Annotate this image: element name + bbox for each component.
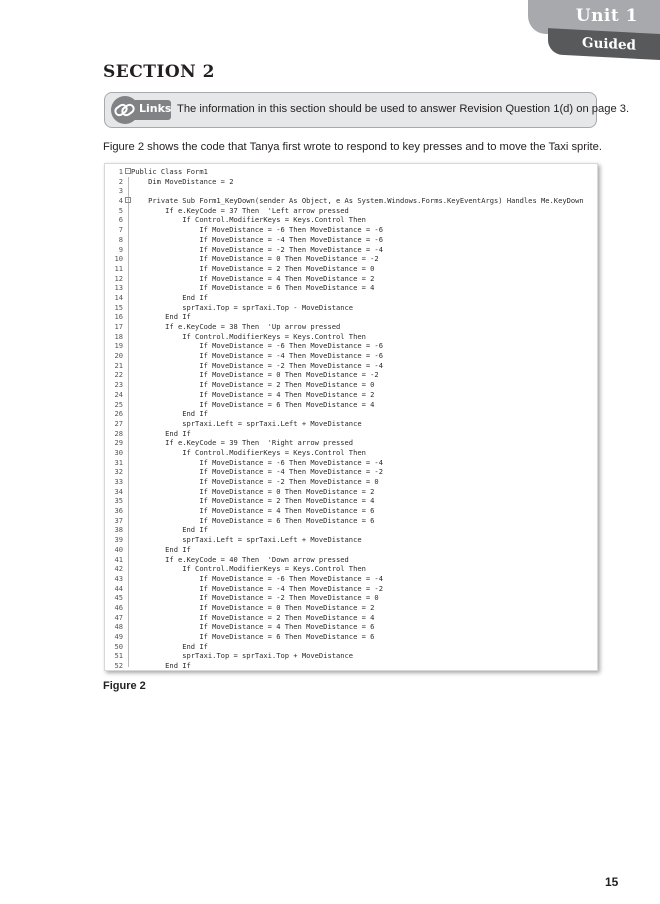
figure-label: Figure 2 xyxy=(103,680,146,692)
line-number: 42 xyxy=(114,564,123,574)
links-label: Links xyxy=(139,102,172,115)
code-text: If MoveDistance = 4 Then MoveDistance = 6 xyxy=(131,506,375,516)
code-text: sprTaxi.Top = sprTaxi.Top + MoveDistance xyxy=(131,651,354,661)
code-line xyxy=(105,516,597,526)
code-text: If MoveDistance = 0 Then MoveDistance = -2 xyxy=(131,254,379,264)
code-line xyxy=(105,535,597,545)
code-line xyxy=(105,177,597,187)
line-number: 3 xyxy=(118,186,123,196)
code-line xyxy=(105,206,597,216)
line-number: 11 xyxy=(114,263,123,273)
line-number: 49 xyxy=(114,632,123,641)
line-number: 34 xyxy=(114,486,123,496)
line-number: 17 xyxy=(114,322,123,331)
code-text: End If xyxy=(131,409,208,419)
line-number: 47 xyxy=(114,612,123,622)
code-text: If MoveDistance = -4 Then MoveDistance = -2 xyxy=(131,583,383,593)
code-text: If e.KeyCode = 40 Then 'Down arrow pressed xyxy=(131,554,349,564)
code-line xyxy=(105,303,597,313)
code-text: If e.KeyCode = 39 Then 'Right arrow pressed xyxy=(131,438,354,448)
code-listing xyxy=(104,163,598,671)
collapse-icon[interactable]: - xyxy=(126,197,130,204)
code-line xyxy=(105,438,597,448)
line-number: 5 xyxy=(118,205,123,215)
code-line xyxy=(105,215,597,225)
line-number: 12 xyxy=(114,273,123,283)
code-text: If MoveDistance = 4 Then MoveDistance = 2 xyxy=(131,273,375,283)
line-number: 32 xyxy=(114,467,123,477)
code-line xyxy=(105,525,597,535)
code-text: If Control.ModifierKeys = Keys.Control Then xyxy=(131,447,366,457)
code-text: If MoveDistance = 0 Then MoveDistance = 2 xyxy=(131,486,375,496)
code-lines xyxy=(105,167,597,671)
code-line xyxy=(105,254,597,264)
line-number: 20 xyxy=(114,351,123,361)
line-number: 26 xyxy=(114,409,123,419)
code-text: If MoveDistance = 4 Then MoveDistance = 2 xyxy=(131,389,375,399)
code-line xyxy=(105,574,597,584)
line-number: 9 xyxy=(118,244,123,254)
line-number: 51 xyxy=(114,651,123,661)
code-line xyxy=(105,593,597,603)
code-line xyxy=(105,642,597,652)
line-number: 25 xyxy=(114,399,123,409)
code-text: Dim MoveDistance = 2 xyxy=(131,176,234,186)
code-text: If e.KeyCode = 38 Then 'Up arrow pressed xyxy=(131,322,341,331)
code-text: If MoveDistance = 4 Then MoveDistance = 6 xyxy=(131,622,375,632)
code-line xyxy=(105,409,597,419)
line-number: 33 xyxy=(114,477,123,486)
code-text: Private Sub Form1_KeyDown(sender As Object, e As System.Windows.Forms.KeyEventArgs) Handles Me.KeyDown xyxy=(131,196,584,206)
code-text: If MoveDistance = -4 Then MoveDistance = -6 xyxy=(131,351,383,361)
line-number: 14 xyxy=(114,292,123,302)
code-text: If MoveDistance = -4 Then MoveDistance = -6 xyxy=(131,234,383,244)
code-line xyxy=(105,351,597,361)
code-text: If MoveDistance = 2 Then MoveDistance = 0 xyxy=(131,263,375,273)
code-text: If Control.ModifierKeys = Keys.Control Then xyxy=(131,331,366,341)
code-text: If MoveDistance = -2 Then MoveDistance = -4 xyxy=(131,244,383,254)
line-number: 28 xyxy=(114,428,123,438)
guided-tab xyxy=(548,28,660,60)
line-number: 24 xyxy=(114,389,123,399)
line-number: 7 xyxy=(118,225,123,235)
code-text: sprTaxi.Left = sprTaxi.Left + MoveDistance xyxy=(131,418,362,428)
code-line xyxy=(105,661,597,671)
line-number: 15 xyxy=(114,302,123,312)
line-number: 2 xyxy=(118,176,123,186)
code-line xyxy=(105,332,597,342)
code-line xyxy=(105,225,597,235)
page-number: 15 xyxy=(605,875,619,889)
line-number: 36 xyxy=(114,506,123,516)
line-number: 16 xyxy=(114,312,123,322)
section-title: SECTION 2 xyxy=(103,62,215,82)
code-text: If MoveDistance = -4 Then MoveDistance = -2 xyxy=(131,467,383,477)
line-number: 44 xyxy=(114,583,123,593)
code-text: End If xyxy=(131,544,191,554)
line-number: 4 xyxy=(118,196,123,206)
code-text: If MoveDistance = 6 Then MoveDistance = 6 xyxy=(131,515,375,525)
code-line xyxy=(105,622,597,632)
guided-label: Guided xyxy=(582,34,636,54)
code-line xyxy=(105,419,597,429)
code-line xyxy=(105,283,597,293)
code-line xyxy=(105,293,597,303)
code-text: If Control.ModifierKeys = Keys.Control Then xyxy=(131,215,366,225)
line-number: 40 xyxy=(114,544,123,554)
code-line xyxy=(105,196,597,206)
code-line xyxy=(105,245,597,255)
code-text: End If xyxy=(131,661,191,671)
code-line xyxy=(105,506,597,516)
line-number: 48 xyxy=(114,622,123,632)
code-line xyxy=(105,167,597,177)
figure-caption: Figure 2 shows the code that Tanya first wrote to respond to key presses and to move the Taxi sprite. xyxy=(103,141,602,153)
code-text: End If xyxy=(131,428,191,438)
code-line xyxy=(105,545,597,555)
code-text: If MoveDistance = -2 Then MoveDistance = 0 xyxy=(131,593,379,603)
chain-link-icon xyxy=(110,95,140,125)
line-number: 13 xyxy=(114,283,123,293)
line-number: 45 xyxy=(114,593,123,603)
code-line xyxy=(105,496,597,506)
code-text: sprTaxi.Top = sprTaxi.Top - MoveDistance xyxy=(131,302,354,312)
code-text: If MoveDistance = 2 Then MoveDistance = 4 xyxy=(131,496,375,506)
code-text: End If xyxy=(131,312,191,322)
code-line xyxy=(105,341,597,351)
code-text: If e.KeyCode = 37 Then 'Left arrow pressed xyxy=(131,205,349,215)
code-line xyxy=(105,235,597,245)
line-number: 35 xyxy=(114,496,123,506)
code-line xyxy=(105,448,597,458)
line-number: 23 xyxy=(114,380,123,390)
code-text: If MoveDistance = 6 Then MoveDistance = 6 xyxy=(131,632,375,641)
code-line xyxy=(105,312,597,322)
code-line xyxy=(105,584,597,594)
code-text: sprTaxi.Left = sprTaxi.Left + MoveDistance xyxy=(131,535,362,545)
line-number: 52 xyxy=(114,661,123,671)
line-number: 1 xyxy=(118,167,123,176)
code-line xyxy=(105,361,597,371)
code-line xyxy=(105,651,597,661)
code-line xyxy=(105,467,597,477)
code-text: Public Class Form1 xyxy=(131,167,208,176)
code-line xyxy=(105,603,597,613)
line-number: 39 xyxy=(114,535,123,545)
code-text: End If xyxy=(131,292,208,302)
code-line xyxy=(105,380,597,390)
code-line xyxy=(105,186,597,196)
code-text: If MoveDistance = 6 Then MoveDistance = 4 xyxy=(131,399,375,409)
links-badge xyxy=(113,100,171,120)
line-number: 38 xyxy=(114,525,123,535)
code-line xyxy=(105,400,597,410)
code-line xyxy=(105,264,597,274)
code-text: If MoveDistance = 2 Then MoveDistance = 0 xyxy=(131,380,375,390)
code-line xyxy=(105,487,597,497)
line-number: 21 xyxy=(114,360,123,370)
code-text: If MoveDistance = 6 Then MoveDistance = 4 xyxy=(131,283,375,293)
line-number: 50 xyxy=(114,641,123,651)
line-number: 6 xyxy=(118,215,123,225)
line-number: 8 xyxy=(118,234,123,244)
code-line xyxy=(105,458,597,468)
line-number: 29 xyxy=(114,438,123,448)
line-number: 31 xyxy=(114,457,123,467)
code-text: If MoveDistance = -6 Then MoveDistance = -4 xyxy=(131,457,383,467)
code-line xyxy=(105,274,597,284)
code-text: If MoveDistance = 0 Then MoveDistance = -2 xyxy=(131,370,379,380)
code-text: If MoveDistance = 0 Then MoveDistance = 2 xyxy=(131,602,375,612)
code-line xyxy=(105,429,597,439)
line-number: 43 xyxy=(114,573,123,583)
unit-label: Unit 1 xyxy=(575,6,638,26)
line-number: 22 xyxy=(114,370,123,380)
code-line xyxy=(105,370,597,380)
line-number: 19 xyxy=(114,341,123,351)
line-number: 27 xyxy=(114,418,123,428)
code-text: If MoveDistance = -6 Then MoveDistance = -4 xyxy=(131,573,383,583)
line-number: 10 xyxy=(114,254,123,264)
code-text: End If xyxy=(131,525,208,535)
code-text: If MoveDistance = 2 Then MoveDistance = 4 xyxy=(131,612,375,622)
code-line xyxy=(105,477,597,487)
line-number: 46 xyxy=(114,602,123,612)
code-line xyxy=(105,613,597,623)
line-number: 18 xyxy=(114,331,123,341)
code-text: If MoveDistance = -2 Then MoveDistance = -4 xyxy=(131,360,383,370)
collapse-icon[interactable]: - xyxy=(126,168,130,174)
line-number: 41 xyxy=(114,554,123,564)
code-text: If MoveDistance = -2 Then MoveDistance = 0 xyxy=(131,477,379,486)
links-box xyxy=(104,92,630,128)
links-text: The information in this section should be used to answer Revision Question 1(d) on page 3. xyxy=(177,103,630,115)
code-text: If Control.ModifierKeys = Keys.Control Then xyxy=(131,564,366,574)
code-line xyxy=(105,390,597,400)
code-line xyxy=(105,564,597,574)
line-number: 37 xyxy=(114,515,123,525)
code-text: If MoveDistance = -6 Then MoveDistance = -6 xyxy=(131,225,383,235)
code-line xyxy=(105,322,597,332)
line-number: 30 xyxy=(114,447,123,457)
code-text: If MoveDistance = -6 Then MoveDistance = -6 xyxy=(131,341,383,351)
code-line xyxy=(105,632,597,642)
code-line xyxy=(105,555,597,565)
code-text: End If xyxy=(131,641,208,651)
